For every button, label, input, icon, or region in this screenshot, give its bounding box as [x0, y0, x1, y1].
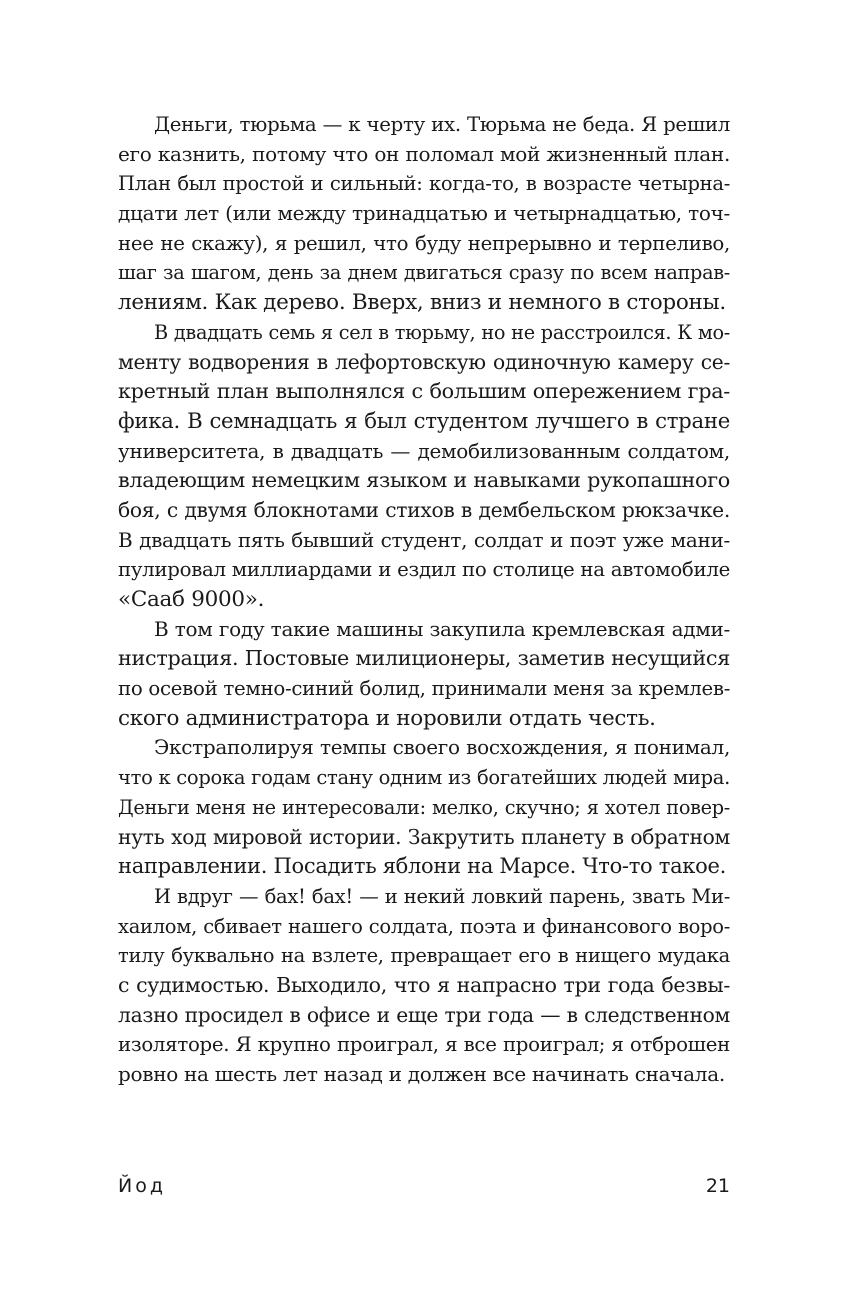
running-footer-title: Йод: [118, 1175, 166, 1197]
text-line: В том году такие машины закупила кремлевская адми-: [154, 616, 730, 641]
text-line: ровно на шесть лет назад и должен все начинать сначала.: [118, 1062, 725, 1086]
text-line: с судимостью. Выходило, что я напрасно три года безвы-: [118, 972, 730, 997]
text-line: направлении. Посадить яблони на Марсе. Что-то такое.: [118, 854, 726, 879]
text-line: лазно просидел в офисе и еще три года — в следственном: [118, 1002, 730, 1027]
text-line: План был простой и сильный: когда-то, в возрасте четырна-: [118, 172, 730, 196]
text-line: тилу буквально на взлете, превращает его в нищего мудака: [118, 944, 730, 968]
text-line: нистрация. Постовые милиционеры, заметив несущийся: [118, 646, 730, 671]
text-line: университета, в двадцать — демобилизованным солдатом,: [118, 438, 730, 463]
text-line: хаилом, сбивает нашего солдата, поэта и финансового воро-: [118, 914, 730, 938]
text-line: дцати лет (или между тринадцатью и четырнадцатью, точ-: [118, 201, 730, 226]
text-line: что к сорока годам стану одним из богатейших людей мира.: [118, 766, 730, 790]
text-line: шаг за шагом, день за днем двигаться сразу по всем направ-: [118, 261, 730, 285]
text-line: кретный план выполнялся с большим опережением гра-: [118, 379, 730, 404]
text-line: Экстраполируя темпы своего восхождения, я понимал,: [154, 735, 730, 760]
text-line: Деньги меня не интересовали: мелко, скучно; я хотел повер-: [118, 795, 730, 819]
text-line: ского администратора и норовили отдать честь.: [118, 705, 656, 731]
text-line: лениям. Как дерево. Вверх, вниз и немного в стороны.: [118, 290, 726, 316]
text-line: нуть ход мировой истории. Закрутить планету в обратном: [118, 824, 730, 849]
text-line: В двадцать пять бывший студент, солдат и поэт уже мани-: [118, 527, 730, 552]
text-line: Деньги, тюрьма — к черту их. Тюрьма не беда. Я решил: [154, 113, 730, 136]
body-text: [118, 110, 730, 1090]
text-line: В двадцать семь я сел в тюрьму, но не расстроился. К мо-: [154, 320, 730, 344]
text-line: менту водворения в лефортовскую одиночную камеру се-: [118, 349, 730, 374]
text-line: И вдруг — бах! бах! — и некий ловкий парень, звать Ми-: [154, 884, 730, 908]
text-line: изоляторе. Я крупно проиграл, я все проиграл; я отброшен: [118, 1033, 730, 1057]
text-line: боя, с двумя блокнотами стихов в дембельском рюкзачке.: [118, 497, 730, 522]
text-line: «Сааб 9000».: [118, 587, 265, 612]
text-line: его казнить, потому что он поломал мой жизненный план.: [118, 141, 730, 166]
text-line: нее не скажу), я решил, что буду непрерывно и терпеливо,: [118, 231, 730, 255]
text-line: пулировал миллиардами и ездил по столице на автомобиле: [118, 558, 730, 582]
page-number: 21: [705, 1175, 730, 1197]
text-line: по осевой темно-синий болид, принимали меня за кремлев-: [118, 677, 731, 701]
text-line: владеющим немецким языком и навыками рукопашного: [118, 468, 730, 493]
text-line: фика. В семнадцать я был студентом лучшего в стране: [118, 408, 730, 434]
